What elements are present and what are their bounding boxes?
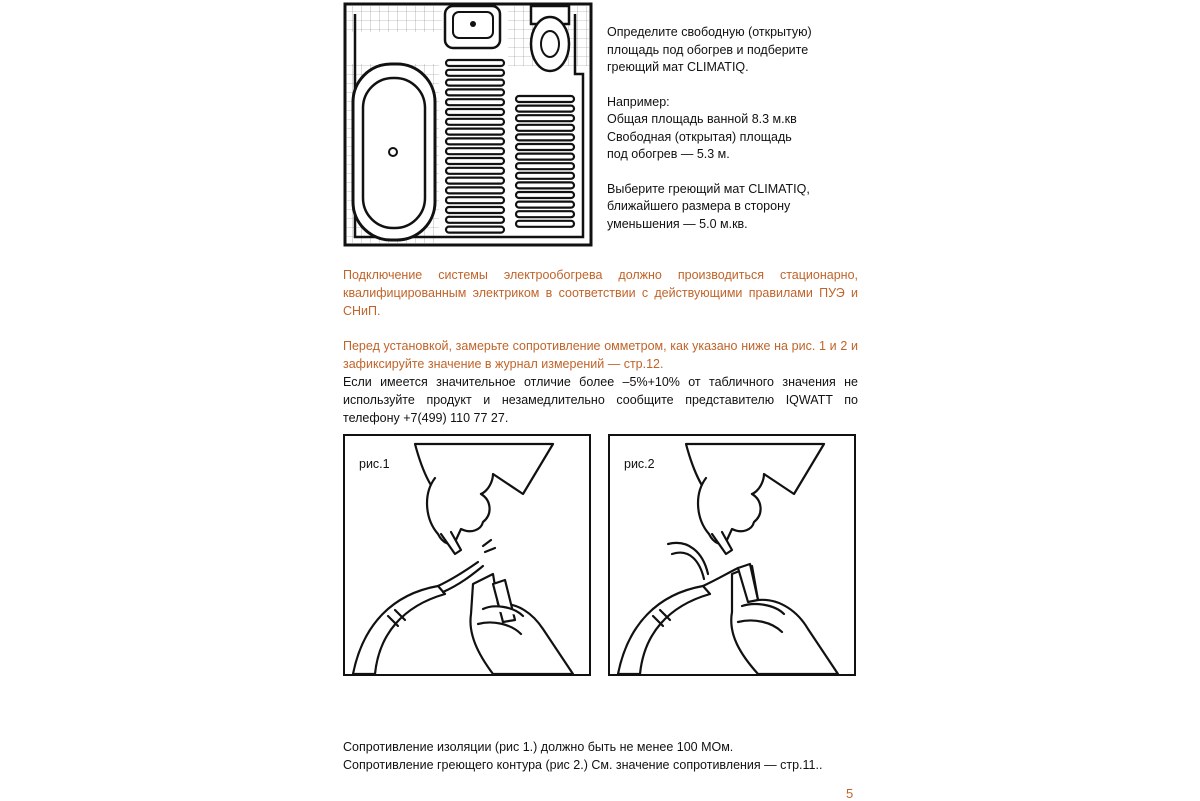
measurement-block	[343, 337, 858, 427]
page-number: 5	[846, 786, 854, 801]
figure-1	[343, 434, 591, 676]
intro-paragraph-2: Например: Общая площадь ванной 8.3 м.кв Свободная (открытая) площадь под обогрев — 5.3 м.	[607, 94, 797, 161]
figure-1-illustration	[343, 434, 591, 676]
resistance-notes	[343, 738, 873, 774]
note-paragraph: Если имеется значительное отличие более –5%+10% от табличного значения не используйте продукт и незамедлительно сообщите представителю IQWATT по телефону +7(499) 110 77 27.	[343, 375, 858, 425]
figure-2-illustration	[608, 434, 856, 676]
intro-paragraph-3: Выберите греющий мат CLIMATIQ, ближайшего размера в сторону уменьшения — 5.0 м.кв.	[607, 181, 810, 231]
insulation-resistance-note: Сопротивление изоляции (рис 1.) должно быть не менее 100 МОм.	[343, 740, 734, 754]
intro-text	[607, 24, 867, 250]
bathroom-plan-illustration	[343, 2, 593, 247]
intro-paragraph-1: Определите свободную (открытую) площадь под обогрев и подберите греющий мат CLIMATIQ.	[607, 25, 812, 74]
warning-paragraph-2: Перед установкой, замерьте сопротивление омметром, как указано ниже на рис. 1 и 2 и зафиксируйте значение в журнал измерений — стр.12.	[343, 339, 858, 371]
figure-2	[608, 434, 856, 676]
figure-2-label: рис.2	[624, 457, 655, 471]
warning-paragraph-1: Подключение системы электрообогрева должно производиться стационарно, квалифицированным электриком в соответствии с действующими правилами ПУЭ и СНиП.	[343, 268, 858, 318]
heating-circuit-resistance-note: Сопротивление греющего контура (рис 2.) См. значение сопротивления — стр.11..	[343, 758, 823, 772]
figure-1-label: рис.1	[359, 457, 390, 471]
